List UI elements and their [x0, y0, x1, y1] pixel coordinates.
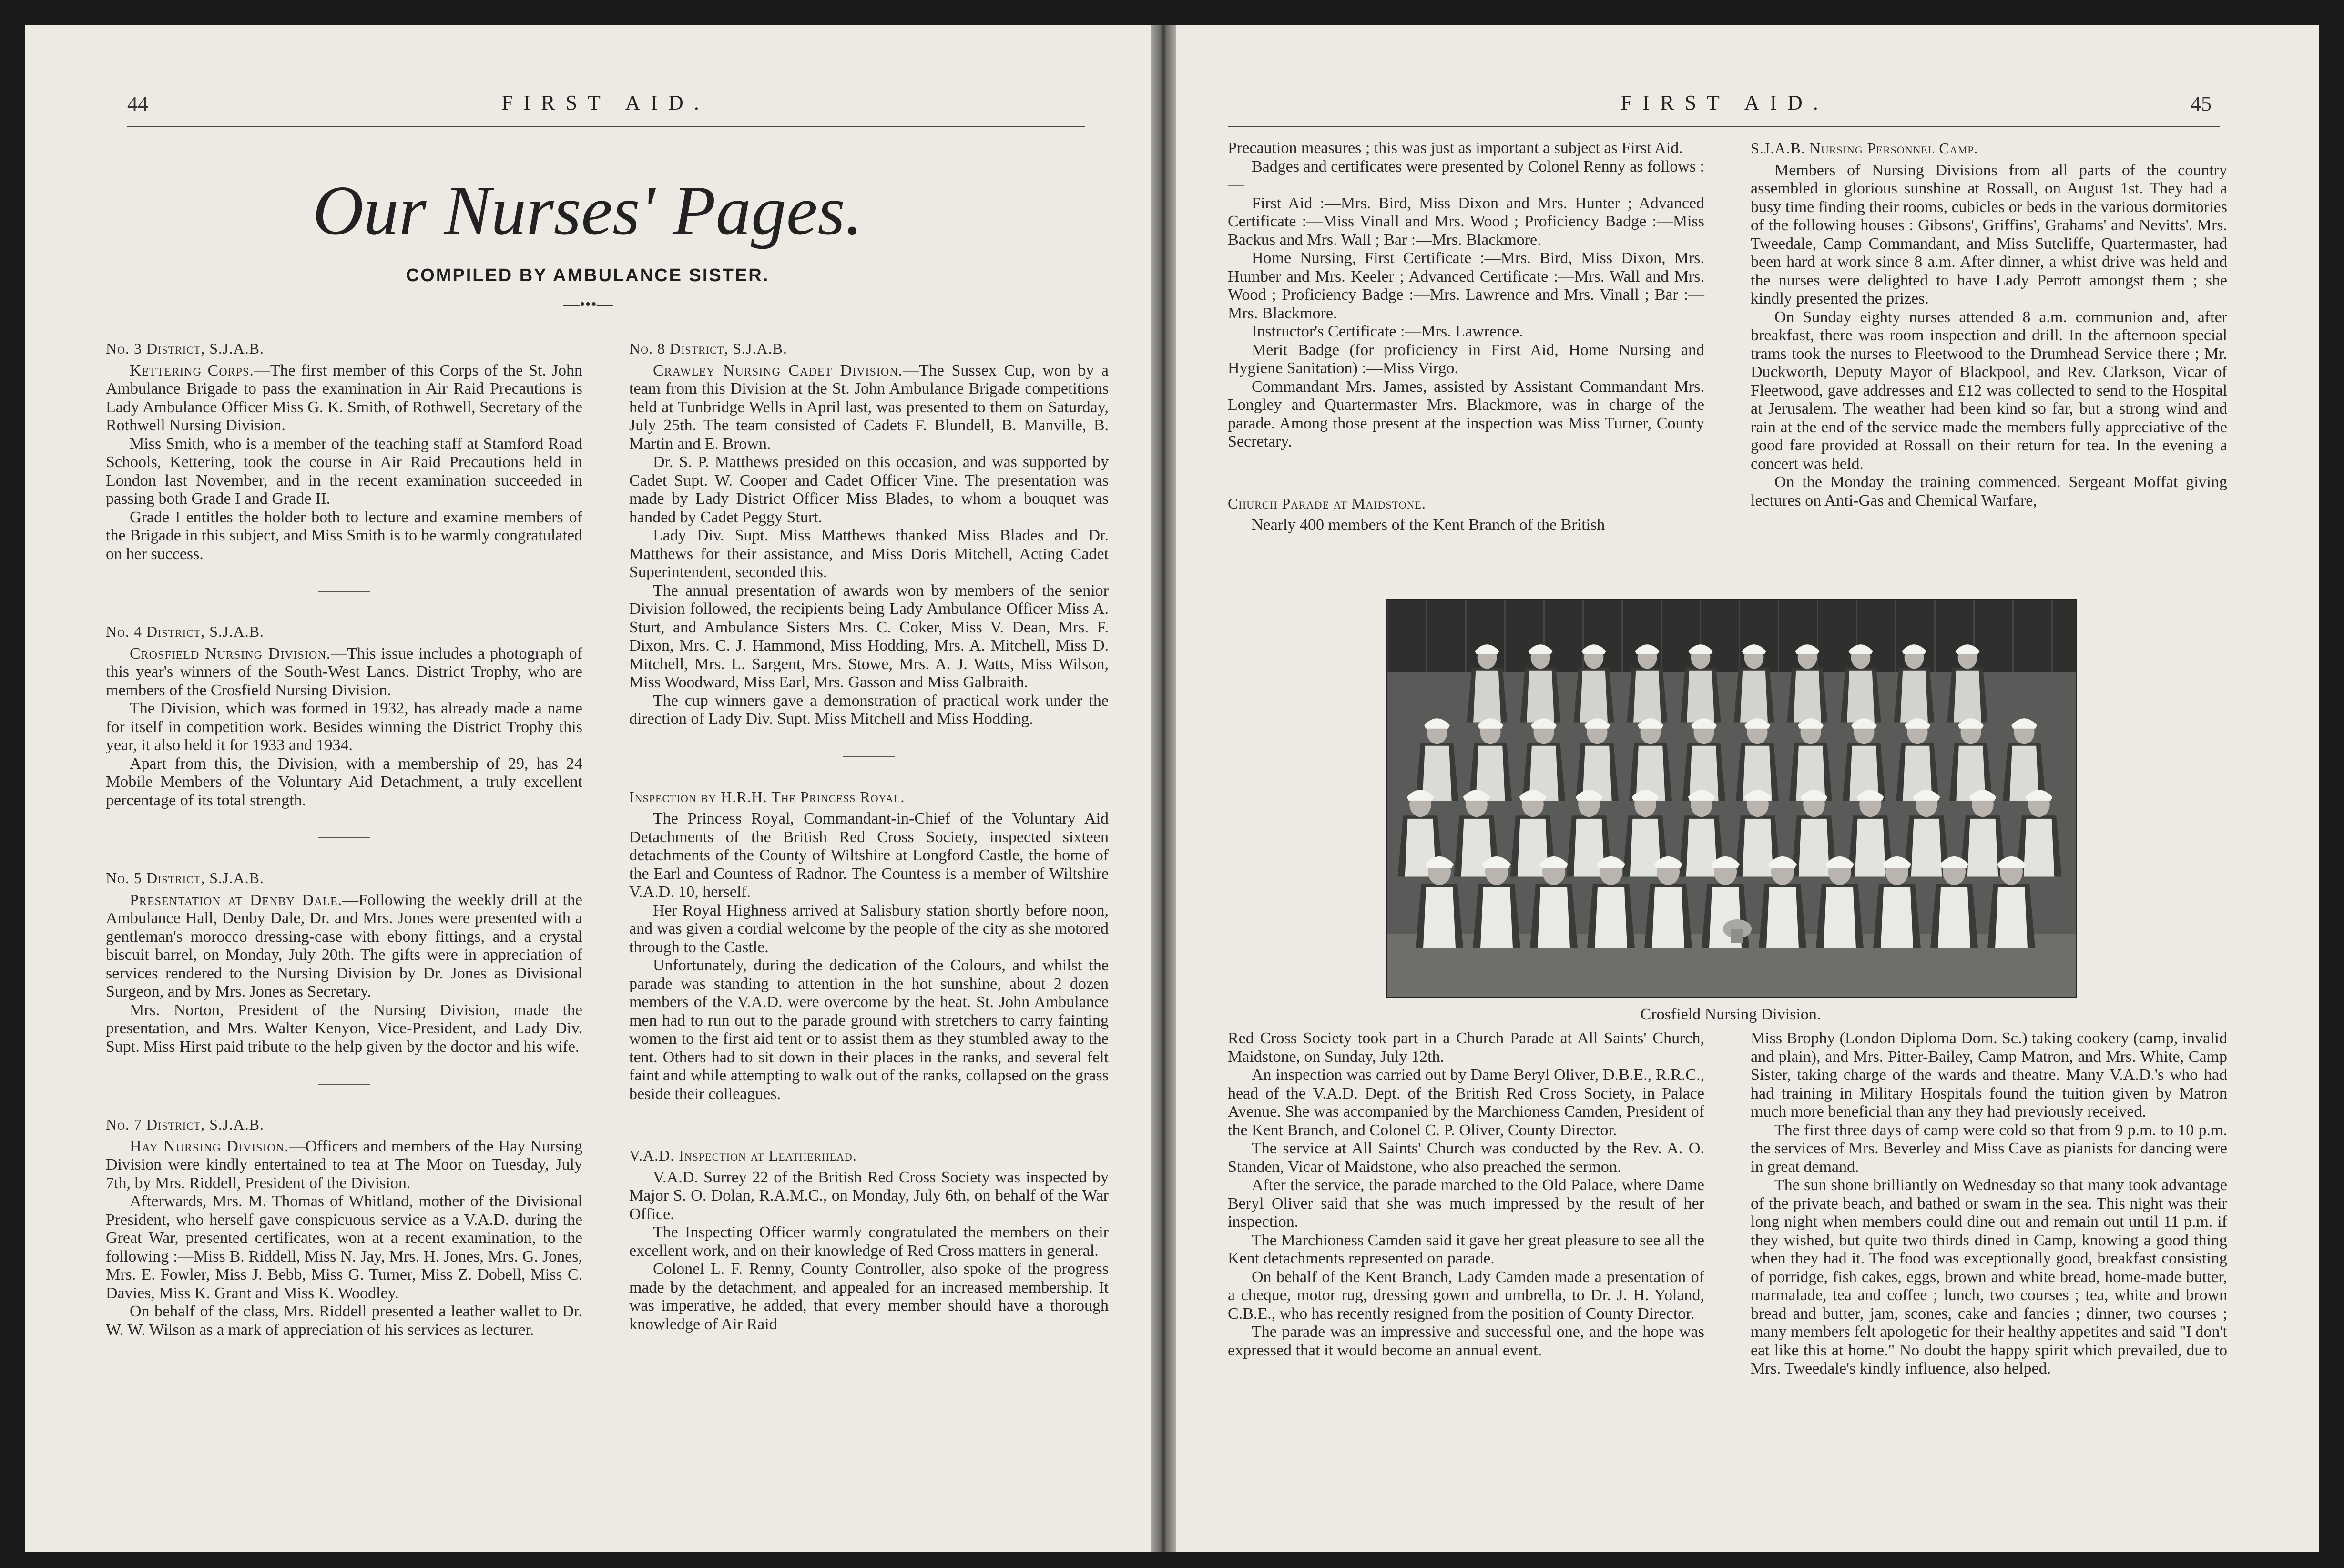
run-in-heading: Crosfield Nursing Division. [130, 644, 331, 662]
page-number: 44 [127, 92, 148, 115]
photo-wall-slat [1465, 600, 1467, 672]
paragraph [1751, 1029, 2227, 1121]
section-heading: No. 5 District, S.J.A.B. [106, 869, 264, 886]
paragraph [1751, 162, 2227, 308]
paragraph [106, 1192, 582, 1303]
right-column-2-top [1751, 139, 2227, 510]
paragraph-text: Her Royal Highness arrived at Salisbury station shortly before noon, and was given a cordial welcome by the people of the city as she motored through to the Castle. [629, 901, 1109, 956]
paragraph [1228, 323, 1704, 341]
paragraph [629, 692, 1109, 729]
nurse-apron [1938, 887, 1970, 948]
paragraph [1751, 308, 2227, 474]
trophy-base [1731, 929, 1743, 943]
nurse-apron [1595, 887, 1627, 948]
paragraph-text: The parade was an impressive and successful one, and the hope was expressed that it would become an annual event. [1228, 1323, 1704, 1359]
nurse-apron [1911, 819, 1942, 877]
nurse-apron [1855, 819, 1886, 877]
left-page [25, 25, 1151, 1552]
paragraph [106, 1138, 582, 1193]
paragraph-text: Apart from this, the Division, with a membership of 29, has 24 Mobile Members of the Voluntary Aid Detachment, a truly excellent percentage of its total strength. [106, 754, 582, 809]
run-in-heading: Presentation at Denby Dale. [130, 891, 343, 909]
nurse-apron [1686, 819, 1717, 877]
right-page [1176, 25, 2319, 1552]
paragraph [629, 1169, 1109, 1224]
nurse-apron [1794, 671, 1821, 723]
paragraph-text: Merit Badge (for proficiency in First Aid, Home Nursing and Hygiene Sanitation) :—Miss Virgo. [1228, 341, 1704, 377]
nurse-apron [1630, 819, 1661, 877]
paragraph [106, 755, 582, 810]
run-in-heading: Crawley Nursing Cadet Division. [653, 361, 903, 379]
paragraph-text: —The first member of this Corps of the St. John Ambulance Brigade to pass the examination in Air Raid Precautions is Lady Ambulance Officer Miss G. K. Smith, of Rothwell, Secretary of the Rothwell Nursing Division. [106, 361, 582, 434]
photo-wall-slat [1426, 600, 1427, 672]
header-rule [127, 126, 1085, 127]
paragraph [629, 902, 1109, 957]
photo-wall-slat [1739, 600, 1740, 672]
section-heading: S.J.A.B. Nursing Personnel Camp. [1751, 140, 1978, 157]
nurses-group-photo [1387, 600, 2076, 997]
paragraph-text: Precaution measures ; this was just as important a subject as First Aid. [1228, 139, 1683, 157]
paragraph [629, 1260, 1109, 1334]
paragraph-text: The cup winners gave a demonstration of practical work under the direction of Lady Div. Supt. Miss Mitchell and Miss Hodding. [629, 692, 1109, 728]
paragraph-text: An inspection was carried out by Dame Beryl Oliver, D.B.E., R.R.C., head of the V.A.D. Dept. of the British Red Cross Society, in Palace Avenue. She was accompanied by the Marchioness Camden, President of the Kent Branch, and Colonel C. P. Oliver, County Director. [1228, 1066, 1704, 1139]
photo-wall-slat [1582, 600, 1584, 672]
page-title: Our Nurses' Pages. [312, 172, 863, 250]
section-gap [1228, 451, 1704, 494]
paragraph-text: On behalf of the class, Mrs. Riddell presented a leather wallet to Dr. W. W. Wilson as a mark of appreciation of his services as lecturer. [106, 1303, 582, 1339]
nurse-apron [1473, 671, 1501, 723]
left-column-1 [106, 339, 582, 1339]
nurse-apron [1574, 819, 1605, 877]
byline: COMPILED BY AMBULANCE SISTER. [406, 265, 770, 285]
paragraph-text: Red Cross Society took part in a Church Parade at All Saints' Church, Maidstone, on Sunday, July 12th. [1228, 1029, 1704, 1066]
nurse-apron [1480, 887, 1513, 948]
paragraph [1751, 1121, 2227, 1177]
paragraph [629, 1223, 1109, 1260]
running-head: FIRST AID. [501, 91, 710, 114]
paragraph-text: Home Nursing, First Certificate :—Mrs. Bird, Miss Dixon, Mrs. Humber and Mrs. Keeler ; Advanced Certificate :—Mrs. Wall and Mrs. Wood ; Proficiency Badge :—Mrs. Lawrence and Mrs. Vinall ; Bar :—Mrs. Blackmore. [1228, 249, 1704, 322]
section-heading: Church Parade at Maidstone. [1228, 494, 1426, 512]
photo-caption: Crosfield Nursing Division. [1640, 1006, 1821, 1023]
nurse-apron [1824, 887, 1856, 948]
paragraph-text: Unfortunately, during the dedication of the Colours, and whilst the parade was standing to attention in the hot sunshine, about 2 dozen members of the V.A.D. were overcome by the heat. St. John Ambulance men had to run out to the parade ground with stretchers to carry fainting women to the first aid tent or to assist them as they stumbled away to the tent. Others had to sit down in their places in the ranks, and several felt faint and while attempting to walk out of the ranks, collapsed on the grass beside their colleagues. [629, 957, 1109, 1103]
paragraph [1228, 158, 1704, 194]
paragraph-text: After the service, the parade marched to the Old Palace, where Dame Beryl Oliver said that she was much impressed by the result of her inspection. [1228, 1176, 1704, 1231]
paragraph [106, 891, 582, 1001]
section-divider [843, 756, 895, 757]
ornament: —•••— [563, 295, 613, 313]
paragraph-text: Miss Brophy (London Diploma Dom. Sc.) taking cookery (camp, invalid and plain), and Mrs. Pitter-Bailey, Camp Matron, and Mrs. White, Camp Sister, taking charge of the wards and theatre. Many V.A.D.'s who had had training in Military Hospitals found the tuition given by Matron much more beneficial than any they had previously received. [1751, 1029, 2227, 1120]
nurse-apron [1687, 671, 1714, 723]
paragraph-text: V.A.D. Surrey 22 of the British Red Cross Society was inspected by Major S. O. Dolan, R.A.M.C., on Monday, July 6th, on behalf of the War Office. [629, 1168, 1109, 1223]
paragraph-text: The sun shone brilliantly on Wednesday so that many took advantage of the private beach, and bathed or swam in the sea. This night was their long night when members could dine out and remain out until 11 p.m. if they wished, but quite two thirds dined in Camp, knowing a good thing when they had it. The food was exceptionally good, breakfast consisting of porridge, fish cakes, eggs, brown and white bread, home-made butter, marmalade, tea and coffee ; lunch, two courses ; tea, white and brown bread and butter, jam, scones, cake and fancies ; dinner, two courses ; many members felt apologetic for their healthy appetites and said "I don't eat like this at home." No doubt the happy spirit which prevailed, due to Mrs. Tweedale's kindly influence, also helped. [1751, 1176, 2227, 1377]
photo-wall-slat [2012, 600, 2014, 672]
paragraph [1751, 473, 2227, 510]
paragraph-text: On behalf of the Kent Branch, Lady Camden made a presentation of a cheque, motor rug, dressing gown and umbrella, to Dr. J. H. Yoland, C.B.E., who has recently resigned from the position of County Director. [1228, 1268, 1704, 1323]
paragraph [1228, 1268, 1704, 1324]
paragraph-text: The Princess Royal, Commandant-in-Chief of the Voluntary Aid Detachments of the British Red Cross Society, inspected sixteen detachments of the County of Wiltshire at Longford Castle, the home of the Earl and Countess of Radnor. The Countess is a member of Wiltshire V.A.D. 10, herself. [629, 810, 1109, 901]
photo-wall-slat [1621, 600, 1623, 672]
photo-wall-slat [1817, 600, 1818, 672]
section-divider [318, 591, 370, 592]
paragraph [629, 582, 1109, 692]
nurse-apron [1799, 819, 1830, 877]
nurse-apron [1740, 671, 1768, 723]
paragraph-text: The Inspecting Officer warmly congratulated the members on their excellent work, and on their knowledge of Red Cross matters in general. [629, 1223, 1109, 1260]
nurse-apron [1633, 671, 1661, 723]
paragraph-text: Miss Smith, who is a member of the teaching staff at Stamford Road Schools, Kettering, took the course in Air Raid Precautions held in London last November, and in the recent examination succeeded in passing both Grade I and Grade II. [106, 435, 582, 508]
paragraph-text: Commandant Mrs. James, assisted by Assistant Commandant Mrs. Longley and Quartermaster Mrs. Blackmore, was in charge of the parade. Among those present at the inspection was Miss Turner, County Secretary. [1228, 377, 1704, 450]
paragraph [106, 435, 582, 509]
paragraph [1228, 1066, 1704, 1140]
section-heading: No. 4 District, S.J.A.B. [106, 623, 264, 640]
paragraph-text: —Officers and members of the Hay Nursing Division were kindly entertained to tea at The Moor on Tuesday, July 7th, by Mrs. Riddell, President of the Division. [106, 1137, 582, 1192]
photo-wall-slat [1934, 600, 1936, 672]
paragraph [1228, 1029, 1704, 1066]
paragraph [106, 700, 582, 755]
photo-wall-slat [1661, 600, 1662, 672]
paragraph [1228, 249, 1704, 323]
nurse-apron [1954, 671, 1981, 723]
section-heading: V.A.D. Inspection at Leatherhead. [629, 1147, 857, 1164]
paragraph-text: —This issue includes a photograph of this year's winners of the South-West Lancs. District Trophy, who are members of the Crosfield Nursing Division. [106, 644, 582, 699]
paragraph [106, 1001, 582, 1057]
nurse-apron [2024, 819, 2055, 877]
section-heading: No. 3 District, S.J.A.B. [106, 340, 264, 357]
paragraph-text: Mrs. Norton, President of the Nursing Division, made the presentation, and Mrs. Walter Kenyon, Vice-President, and Lady Div. Supt. Miss Hirst paid tribute to the help given by the doctor and his wife. [106, 1001, 582, 1056]
paragraph [1228, 1140, 1704, 1176]
paragraph [106, 645, 582, 700]
section-divider [318, 837, 370, 838]
photo-wall-slat [1895, 600, 1896, 672]
nurse-apron [1652, 887, 1684, 948]
paragraph-text: Grade I entitles the holder both to lecture and examine members of the Brigade in this subject, and Miss Smith is to be warmly congratulated on her success. [106, 508, 582, 563]
nurse-apron [1900, 671, 1928, 723]
paragraph-text: Dr. S. P. Matthews presided on this occasion, and was supported by Cadet Supt. W. Cooper and Cadet Officer Vine. The presentation was made by Lady District Officer Miss Blades, to whom a bouquet was handed by Cadet Peggy Sturt. [629, 453, 1109, 526]
right-column-1-top [1228, 139, 1704, 535]
paragraph [629, 362, 1109, 454]
paragraph [1228, 1323, 1704, 1360]
paragraph-text: —Following the weekly drill at the Ambulance Hall, Denby Dale, Dr. and Mrs. Jones were presented with a gentleman's morocco dressing-case with ebony fittings, and a crystal biscuit barrel, on Monday, July 20th. The gifts were in appreciation of services rendered to the Nursing Division by Dr. Jones as Divisional Surgeon, and by Mrs. Jones as Secretary. [106, 891, 582, 1000]
paragraph [629, 957, 1109, 1103]
paragraph [1228, 341, 1704, 378]
paragraph [1228, 1176, 1704, 1232]
paragraph [629, 453, 1109, 527]
nurse-apron [1743, 819, 1773, 877]
photo-wall-slat [2051, 600, 2053, 672]
paragraph-text: The annual presentation of awards won by members of the senior Division followed, the recipients being Lady Ambulance Officer Miss A. Sturt, and Ambulance Sisters Mrs. C. Coker, Miss V. Dean, Mrs. F. Dixon, Mrs. C. J. Hammond, Miss Hodding, Mrs. A. Mitchell, Miss D. Mitchell, Mrs. L. Sargent, Mrs. Stowe, Mrs. A. J. Watts, Miss Wilson, Miss Woodward, Miss Earl, Mrs. Gasson and Miss Galbraith. [629, 581, 1109, 691]
paragraph [1228, 378, 1704, 451]
paragraph-text: Nearly 400 members of the Kent Branch of the British [1252, 516, 1605, 534]
section-heading: No. 8 District, S.J.A.B. [629, 340, 787, 357]
nurse-apron [1538, 887, 1570, 948]
running-head: FIRST AID. [1620, 91, 1829, 114]
nurse-apron [1881, 887, 1913, 948]
header-rule [1228, 126, 2220, 127]
left-column-2 [629, 339, 1109, 1334]
paragraph [1751, 1176, 2227, 1378]
paragraph-text: Instructor's Certificate :—Mrs. Lawrence. [1252, 323, 1523, 340]
paragraph-text: First Aid :—Mrs. Bird, Miss Dixon and Mrs. Hunter ; Advanced Certificate :—Miss Vinall and Mrs. Wood ; Proficiency Badge :—Miss Backus and Mrs. Wall ; Bar :—Mrs. Blackmore. [1228, 194, 1704, 249]
paragraph-text: Afterwards, Mrs. M. Thomas of Whitland, mother of the Divisional President, who herself gave conspicuous service as a V.A.D. during the Great War, presented certificates, won at a recent examination, to the following :—Miss B. Riddell, Miss N. Jay, Mrs. H. Jones, Mrs. G. Jones, Mrs. E. Fowler, Miss J. Bebb, Miss G. Turner, Miss Z. Dobell, Miss C. Davies, Miss K. Grant and Miss K. Woodley. [106, 1192, 582, 1302]
right-column-1-bottom [1228, 1029, 1704, 1360]
paragraph-text: Colonel L. F. Renny, County Controller, also spoke of the progress made by the detachment, and appealed for an increased membership. It was imperative, he added, that every member should have a thorough knowledge of Air Raid [629, 1260, 1109, 1333]
nurse-apron [1766, 887, 1799, 948]
photo-wall-slat [1504, 600, 1506, 672]
paragraph [1228, 1232, 1704, 1268]
section-heading: Inspection by H.R.H. The Princess Royal. [629, 788, 905, 805]
group-photograph [1386, 599, 2077, 998]
paragraph-text: —The Sussex Cup, won by a team from this Division at the St. John Ambulance Brigade competitions held at Tunbridge Wells in April last, was presented to them on Saturday, July 25th. The team consisted of Cadets F. Blundell, B. Manville, B. Martin and E. Brown. [629, 361, 1109, 453]
photo-wall-slat [1387, 600, 1388, 672]
nurse-apron [1967, 819, 1998, 877]
page-number: 45 [2191, 92, 2212, 115]
photo-wall-slat [1778, 600, 1779, 672]
run-in-heading: Kettering Corps. [130, 361, 254, 379]
paragraph-text: The service at All Saints' Church was conducted by the Rev. A. O. Standen, Vicar of Maidstone, who also preached the sermon. [1228, 1140, 1704, 1176]
section-divider [318, 1084, 370, 1085]
paragraph [1228, 516, 1704, 535]
nurse-apron [1580, 671, 1608, 723]
paragraph-text: The first three days of camp were cold so that from 9 p.m. to 10 p.m. the services of Mrs. Beverley and Miss Cave as pianists for dancing were in great demand. [1751, 1121, 2227, 1176]
nurse-apron [1995, 887, 2028, 948]
paragraph [106, 1303, 582, 1339]
nurse-apron [1847, 671, 1875, 723]
paragraph [1228, 139, 1704, 158]
right-column-2-bottom [1751, 1029, 2227, 1378]
nurse-apron [1423, 887, 1456, 948]
paragraph-text: On the Monday the training commenced. Sergeant Moffat giving lectures on Anti-Gas and Chemical Warfare, [1751, 473, 2227, 509]
paragraph [106, 362, 582, 435]
section-gap [629, 1103, 1109, 1146]
paragraph-text: On Sunday eighty nurses attended 8 a.m. communion and, after breakfast, there was room inspection and drill. In the afternoon special trams took the nurses to Fleetwood to the Drumhead Service there ; Mr. Duckworth, Deputy Mayor of Blackpool, and Rev. Clarkson, Vicar of Fleetwood, gave addresses and £12 was collected to send to the Hospital at Jerusalem. The weather had been kind so far, but a strong wind and rain at the end of the service made the members fully appreciative of the good fare provided at Rossall on their return for tea. In the evening a concert was held. [1751, 308, 2227, 473]
section-heading: No. 7 District, S.J.A.B. [106, 1116, 264, 1133]
paragraph-text: Badges and certificates were presented by Colonel Renny as follows :— [1228, 157, 1704, 193]
paragraph-text: The Division, which was formed in 1932, has already made a name for itself in competition work. Besides winning the District Trophy this year, it also held it for 1933 and 1934. [106, 700, 582, 754]
paragraph [629, 527, 1109, 582]
book-gutter [1148, 25, 1179, 1552]
paragraph [1228, 194, 1704, 250]
paragraph-text: Members of Nursing Divisions from all parts of the country assembled in glorious sunshine at Rossall, on August 1st. They had a busy time finding their rooms, cubicles or beds in the various dormitories of the following houses : Gibsons', Griffins', Grahams' and Nevitts'. Mrs. Tweedale, Camp Commandant, and Miss Sutcliffe, Quartermaster, had been hard at work since 8 a.m. After dinner, a whist drive was held and the nurses were delighted to have Lady Perrott amongst them ; she kindly presented the prizes. [1751, 161, 2227, 307]
run-in-heading: Hay Nursing Division. [130, 1137, 289, 1155]
paragraph [106, 509, 582, 564]
paragraph-text: The Marchioness Camden said it gave her great pleasure to see all the Kent detachments represented on parade. [1228, 1231, 1704, 1267]
paragraph-text: Lady Div. Supt. Miss Matthews thanked Miss Blades and Dr. Matthews for their assistance, and Miss Doris Mitchell, Acting Cadet Superintendent, seconded this. [629, 527, 1109, 581]
nurse-apron [1527, 671, 1554, 723]
paragraph [629, 810, 1109, 902]
